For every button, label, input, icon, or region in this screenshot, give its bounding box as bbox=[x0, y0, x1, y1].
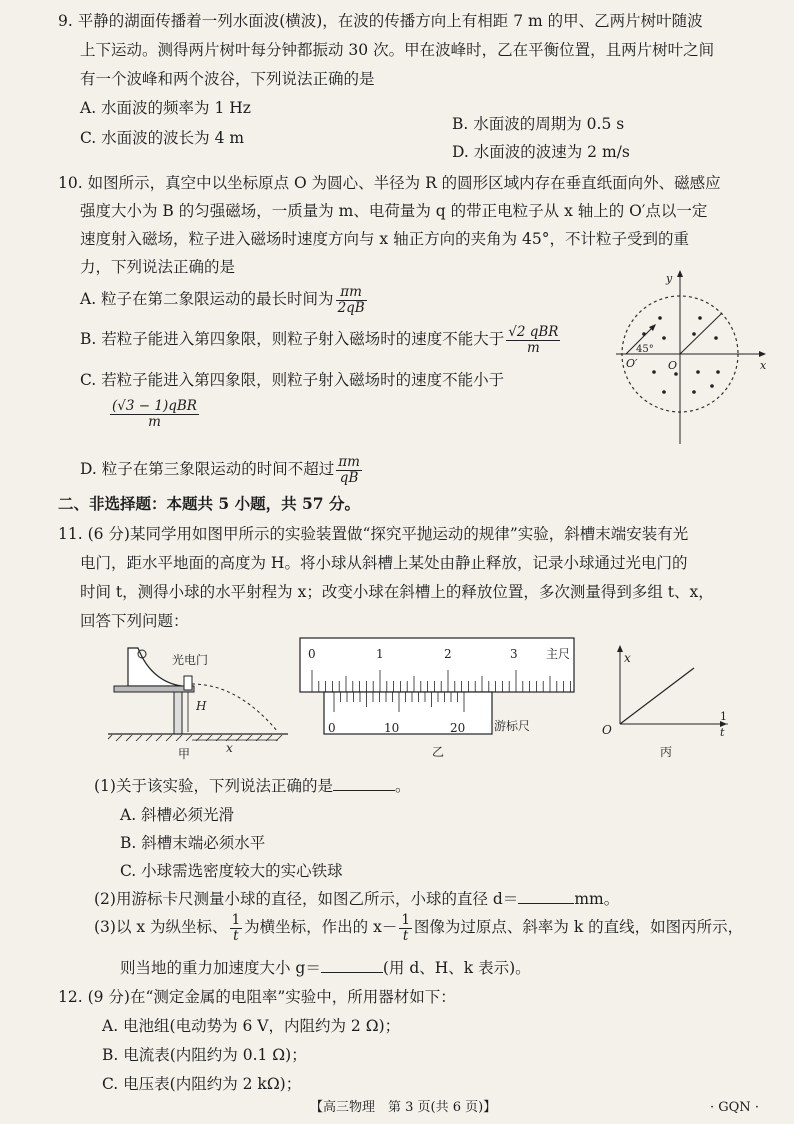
q11-part3-frac1-num: 1 bbox=[231, 911, 241, 928]
vernier-tick-label-20: 20 bbox=[450, 721, 466, 735]
q10-option-a-den: 2qB bbox=[337, 299, 365, 316]
q11-part3-line2-end: (用 d、H、k 表示)。 bbox=[382, 959, 531, 977]
q11-part3-line2-text: 则当地的重力加速度大小 g＝ bbox=[120, 959, 321, 977]
q10-option-c-frac bbox=[108, 396, 201, 430]
q9-option-b: B. 水面波的周期为 0.5 s bbox=[452, 115, 625, 133]
main-tick-label-3: 3 bbox=[510, 647, 518, 661]
q12-option-b: B. 电流表(内阻约为 0.1 Ω)； bbox=[102, 1046, 307, 1064]
q10-option-b-text: B. 若粒子能进入第四象限，则粒子射入磁场时的速度不能大于 bbox=[80, 330, 505, 348]
q10-option-c-num: (√3 − 1)qBR bbox=[112, 397, 197, 414]
q9-option-c: C. 水面波的波长为 4 m bbox=[80, 129, 245, 147]
q11-part3-frac2-num: 1 bbox=[401, 911, 410, 928]
main-tick-label-2: 2 bbox=[444, 647, 452, 661]
q11-part3-line2 bbox=[120, 958, 531, 978]
q10-option-d bbox=[80, 452, 364, 486]
q11-figure-jia bbox=[108, 640, 298, 760]
q11-part2-blank[interactable] bbox=[518, 889, 574, 904]
q10-option-b-den: m bbox=[526, 339, 540, 356]
q11-figure-bing bbox=[598, 642, 768, 760]
bing-y-label: x bbox=[624, 651, 631, 665]
q11-part3-a: (3)以 x 为纵坐标、 bbox=[94, 918, 228, 936]
q10-magnetic-field-figure bbox=[614, 268, 774, 448]
page-footer: 【高三物理 第 3 页(共 6 页)】 bbox=[310, 1100, 497, 1115]
q10-option-b-num: √2 qBR bbox=[508, 323, 559, 340]
q11-line1: 11. (6 分)某同学用如图甲所示的实验装置做“探究平抛运动的规律”实验，斜槽末端安装有光 bbox=[58, 525, 689, 543]
q11-part1-option-c: C. 小球需选密度较大的实心铁球 bbox=[120, 862, 343, 880]
q11-part1 bbox=[94, 776, 410, 796]
bing-x-label-den: t bbox=[720, 726, 725, 739]
fig-angle-label: 45° bbox=[636, 344, 654, 355]
q10-option-c-den: m bbox=[148, 413, 161, 430]
q9-line3: 有一个波峰和两个波谷，下列说法正确的是 bbox=[80, 70, 375, 88]
photogate-label: 光电门 bbox=[172, 653, 209, 667]
q9-line1: 9. 平静的湖面传播着一列水面波(横波)，在波的传播方向上有相距 7 m 的甲、乙两片树叶随波 bbox=[58, 12, 703, 30]
q9-option-d: D. 水面波的波速为 2 m/s bbox=[452, 143, 630, 161]
q11-part3 bbox=[94, 910, 743, 944]
q11-part3-b: 为横坐标，作出的 x－ bbox=[244, 918, 398, 936]
q11-part1-blank[interactable] bbox=[333, 776, 395, 791]
fig-y-label: y bbox=[666, 272, 673, 285]
main-tick-label-1: 1 bbox=[376, 647, 384, 661]
q11-line4: 回答下列问题： bbox=[80, 612, 189, 630]
q10-option-c: C. 若粒子能进入第四象限，则粒子射入磁场时的速度不能小于 bbox=[80, 371, 505, 389]
q11-part1-option-a: A. 斜槽必须光滑 bbox=[120, 806, 235, 824]
fig-o-prime-label: O′ bbox=[626, 357, 638, 370]
q10-line2: 强度大小为 B 的匀强磁场，一质量为 m、电荷量为 q 的带正电粒子从 x 轴上的 O′点以一定 bbox=[80, 202, 708, 220]
fig-bing-caption: 丙 bbox=[660, 745, 673, 759]
q9-option-a: A. 水面波的频率为 1 Hz bbox=[80, 99, 251, 117]
x-axis-arrow bbox=[759, 351, 766, 357]
bing-y-arrow bbox=[617, 645, 623, 652]
q11-figure-yi bbox=[298, 636, 578, 760]
q10-option-b bbox=[80, 322, 562, 356]
q12-line1: 12. (9 分)在“测定金属的电阻率”实验中，所用器材如下： bbox=[58, 988, 456, 1006]
q11-part1-option-b: B. 斜槽末端必须水平 bbox=[120, 834, 266, 852]
q11-line2: 电门，距水平地面的高度为 H。将小球从斜槽上某处由静止释放，记录小球通过光电门的 bbox=[80, 554, 688, 572]
table-leg bbox=[174, 692, 182, 734]
q12-option-a: A. 电池组(电动势为 6 V，内阻约为 2 Ω)； bbox=[102, 1017, 401, 1035]
q10-option-a bbox=[80, 282, 369, 316]
q10-option-d-den: qB bbox=[339, 469, 359, 486]
section-2-heading: 二、非选择题：本题共 5 小题，共 57 分。 bbox=[58, 494, 360, 513]
q11-part3-frac1-den: t bbox=[233, 927, 239, 944]
y-axis-arrow bbox=[677, 270, 683, 277]
table-top bbox=[114, 686, 194, 692]
q10-option-a-text: A. 粒子在第二象限运动的最长时间为 bbox=[80, 290, 334, 308]
main-scale-label: 主尺 bbox=[546, 647, 571, 661]
range-label: x bbox=[226, 741, 233, 755]
q9-line2: 上下运动。测得两片树叶每分钟都振动 30 次。甲在波峰时，乙在平衡位置，且两片树叶之间 bbox=[80, 41, 715, 59]
page-code: · GQN · bbox=[710, 1100, 759, 1115]
vernier-tick-label-10: 10 bbox=[384, 721, 400, 735]
q12-option-c: C. 电压表(内阻约为 2 kΩ)； bbox=[102, 1075, 302, 1093]
q11-part1-end: 。 bbox=[394, 777, 411, 795]
vernier-tick-label-0: 0 bbox=[328, 721, 336, 735]
fig-jia-caption: 甲 bbox=[178, 747, 191, 760]
photogate bbox=[184, 676, 192, 690]
fig-yi-caption: 乙 bbox=[432, 745, 445, 759]
q11-part3-frac2-den: t bbox=[402, 927, 409, 944]
fig-x-label: x bbox=[760, 359, 767, 372]
bing-line bbox=[620, 668, 694, 724]
bing-origin-label: O bbox=[602, 723, 612, 737]
height-label: H bbox=[196, 699, 207, 713]
q11-part3-c: 图像为过原点、斜率为 k 的直线，如图丙所示， bbox=[413, 918, 744, 936]
q11-part3-blank[interactable] bbox=[321, 958, 383, 973]
q10-line4: 力，下列说法正确的是 bbox=[80, 258, 236, 276]
q10-line3: 速度射入磁场，粒子进入磁场时速度方向与 x 轴正方向的夹角为 45°，不计粒子受到的重 bbox=[80, 230, 689, 248]
q11-part1-text: (1)关于该实验，下列说法正确的是 bbox=[94, 777, 333, 795]
q10-option-d-text: D. 粒子在第三象限运动的时间不超过 bbox=[80, 460, 335, 478]
q11-part2-text: (2)用游标卡尺测量小球的直径，如图乙所示，小球的直径 d＝ bbox=[94, 890, 519, 908]
q10-line1: 10. 如图所示，真空中以坐标原点 O 为圆心、半径为 R 的圆形区域内存在垂直纸面向外、磁感应 bbox=[58, 174, 721, 192]
bing-x-label-num: 1 bbox=[720, 710, 727, 723]
vernier-scale-label: 游标尺 bbox=[494, 719, 531, 733]
q10-option-a-num: πm bbox=[336, 285, 367, 301]
q11-part2 bbox=[94, 889, 619, 909]
q11-part2-end: mm。 bbox=[574, 890, 620, 908]
main-tick-label-0: 0 bbox=[308, 647, 316, 661]
vernier-scale bbox=[324, 692, 492, 734]
q11-line3: 时间 t，测得小球的水平射程为 x；改变小球在斜槽上的释放位置，多次测量得到多组 t、x， bbox=[80, 583, 714, 601]
main-scale bbox=[300, 638, 574, 692]
fig-origin-label: O bbox=[668, 359, 678, 372]
q10-option-d-num: πm bbox=[338, 453, 360, 470]
